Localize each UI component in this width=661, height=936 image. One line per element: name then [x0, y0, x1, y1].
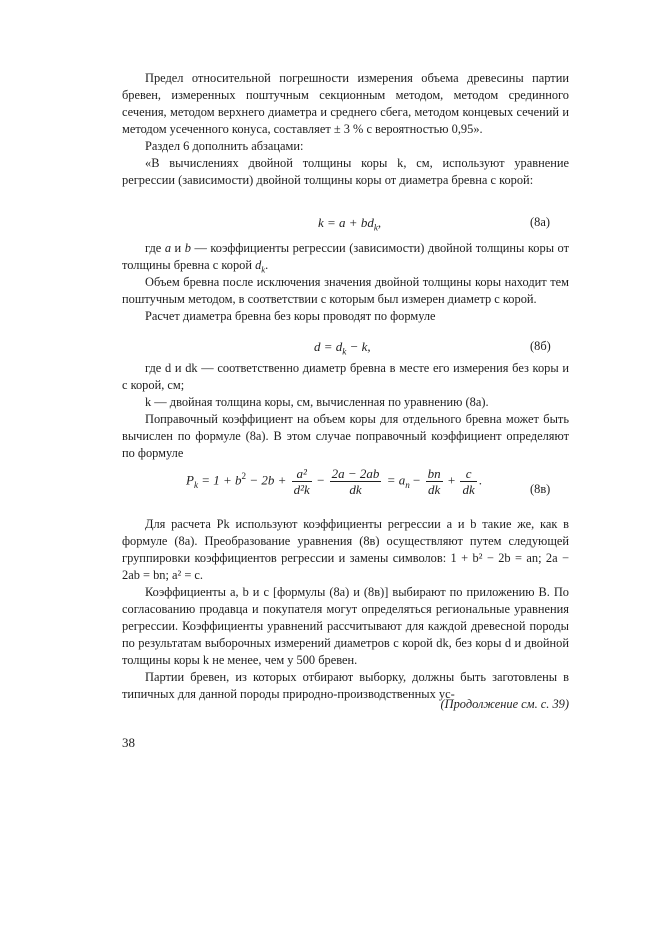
- paragraph-volume: Объем бревна после исключения значения двойной толщины коры находит тем поштучным методом, в соответствии с которым был измерен диаметр с корой.: [122, 275, 569, 306]
- continuation-note: (Продолжение см. с. 39): [440, 697, 569, 711]
- text-block-3: [122, 360, 569, 462]
- paragraph-bark-regression: «В вычислениях двойной толщины коры k, см, используют уравнение регрессии (зависимости) двойной толщины коры от диаметра бревна с корой:: [122, 156, 569, 187]
- text-block-1: [122, 70, 569, 189]
- text-block-2: [122, 240, 569, 325]
- paragraph-where-a-b: где a и b — коэффициенты регрессии (зависимости) двойной толщины коры от толщины бревна с корой $d_k$.: [122, 241, 570, 275]
- fraction-c-dk: $\frac{c}{dk}$: [462, 466, 475, 497]
- equation-8b: $d = d_k - k$,: [314, 339, 371, 357]
- paragraph-pk-calculation: Для расчета Pk используют коэффициенты регрессии a и b такие же, как в формуле (8а). Преобразование уравнения (8в) осуществляют путем следующей группировки коэффициентов регрессии и замены символов: 1 + b² − 2b = an; 2a − 2ab = bn; a² = c.: [122, 517, 569, 582]
- fraction-2a-2ab: $\frac{2a - 2ab}{dk}$: [331, 466, 380, 497]
- paragraph-correction-coefficient: Поправочный коэффициент на объем коры для отдельного бревна может быть вычислен по формуле (8а). В этом случае поправочный коэффициент определяют по формуле: [122, 412, 569, 460]
- equation-8v: $P_k = 1 + b^2 - 2b$ + $\frac{\text{a²}}{\text{d²k}}$ − $\frac{2a - 2ab}{dk}$ = $a_n$ − $\frac{bn}{dk}$ + $\frac{c}{dk}$ .: [186, 466, 482, 497]
- paragraph-section-6: Раздел 6 дополнить абзацами:: [145, 139, 304, 153]
- page-number: 38: [122, 735, 135, 750]
- paragraph-coefficients-appendix: Коэффициенты a, b и c [формулы (8а) и (8в)] выбирают по приложению В. По согласованию продавца и покупателя могут определяться региональные уравнения регрессии. Коэффициенты уравнений рассчитывают для каждой древесной породы по результатам выборочных измерений диаметров с корой dk, без коры d и двойной толщины коры k не менее, чем у 500 бревен.: [122, 585, 569, 667]
- equation-8a: $k = a + bd_k$,: [318, 215, 382, 233]
- equation-number-8a: (8а): [530, 215, 550, 229]
- fraction-bn-dk: $\frac{bn}{dk}$: [427, 466, 441, 497]
- paragraph-k-definition: k — двойная толщина коры, см, вычисленная по уравнению (8а).: [145, 395, 489, 409]
- paragraph-log-batches: Партии бревен, из которых отбирают выборку, должны быть заготовлены в типичных для данной породы природно-производственных ус-: [122, 670, 569, 701]
- paragraph-where-d: где d и dk — соответственно диаметр бревна в месте его измерения без коры и с корой, см;: [122, 361, 569, 392]
- equation-number-8b: (8б): [530, 339, 551, 353]
- text-block-4: [122, 516, 569, 703]
- paragraph-diameter-formula: Расчет диаметра бревна без коры проводят по формуле: [145, 309, 436, 323]
- equation-number-8v: (8в): [530, 482, 551, 496]
- fraction-a2-dk2: $\frac{\text{a²}}{\text{d²k}}$: [293, 466, 310, 497]
- paragraph-error-limit: Предел относительной погрешности измерения объема древесины партии бревен, измеренных поштучным секционным методом, методом срединного сечения, методом верхнего диаметра и среднего сбега, методом концевых сечений и методом усеченного конуса, составляет ± 3 % с вероятностью 0,95».: [122, 71, 569, 136]
